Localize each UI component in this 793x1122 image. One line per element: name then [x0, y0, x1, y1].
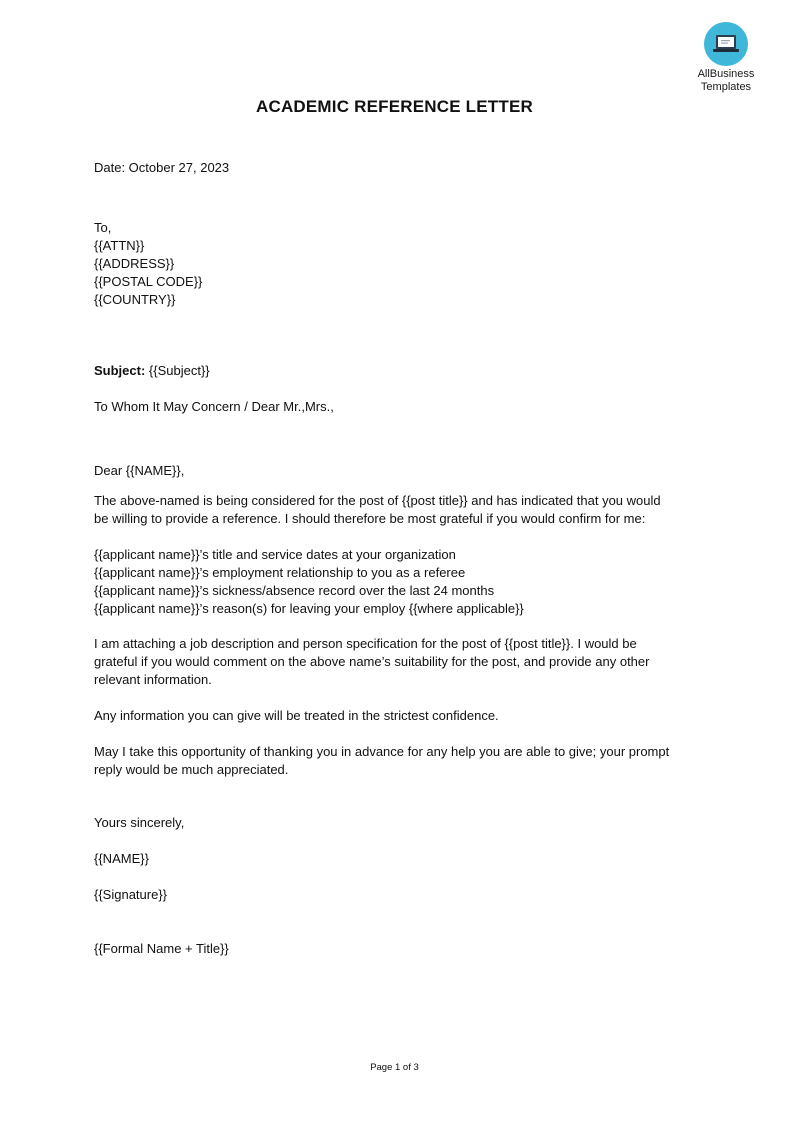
subject-value: {{Subject}} [145, 363, 210, 378]
closing-line: Yours sincerely, [94, 815, 185, 830]
recipient-address: {{ADDRESS}} [94, 256, 175, 271]
formal-name: {{Formal Name + Title}} [94, 941, 229, 956]
confidence-line: Any information you can give will be treated in the strictest confidence. [94, 708, 499, 723]
intro-line-1: The above-named is being considered for the post of {{post title}} and has indicated that you would [94, 493, 661, 508]
salutation-general: To Whom It May Concern / Dear Mr.,Mrs., [94, 399, 334, 414]
recipient-postal-code: {{POSTAL CODE}} [94, 274, 203, 289]
confirm-item-2: {{applicant name}}’s employment relationship to you as a referee [94, 565, 466, 580]
logo-text-line2: Templates [700, 81, 752, 93]
salutation-name: Dear {{NAME}}, [94, 463, 185, 478]
logo-text-line1: AllBusiness [697, 68, 755, 80]
recipient-country: {{COUNTRY}} [94, 292, 176, 307]
date-line: Date: October 27, 2023 [94, 160, 230, 175]
page-footer: Page 1 of 3 [370, 1062, 419, 1073]
confirm-item-4: {{applicant name}}’s reason(s) for leaving your employ {{where applicable}} [94, 601, 524, 616]
thanks-line-1: May I take this opportunity of thanking you in advance for any help you are able to give; your prompt [94, 744, 670, 759]
company-logo [690, 22, 762, 94]
intro-line-2: be willing to provide a reference. I should therefore be most grateful if you would confirm for me: [94, 511, 646, 526]
subject-line [94, 362, 210, 380]
attaching-line-2: grateful if you would comment on the above name’s suitability for the post, and provide any other [94, 654, 650, 669]
attaching-line-3: relevant information. [94, 672, 212, 687]
sign-name: {{NAME}} [94, 851, 149, 866]
recipient-attn: {{ATTN}} [94, 238, 145, 253]
attaching-line-1: I am attaching a job description and person specification for the post of {{post title}}. I would be [94, 636, 637, 651]
confirm-item-3: {{applicant name}}’s sickness/absence record over the last 24 months [94, 583, 495, 598]
laptop-icon [704, 22, 748, 66]
document-title: ACADEMIC REFERENCE LETTER [255, 97, 533, 116]
recipient-to: To, [94, 220, 112, 235]
signature-placeholder: {{Signature}} [94, 887, 168, 902]
subject-label: Subject: [94, 363, 146, 378]
thanks-line-2: reply would be much appreciated. [94, 762, 289, 777]
confirm-item-1: {{applicant name}}’s title and service dates at your organization [94, 547, 456, 562]
